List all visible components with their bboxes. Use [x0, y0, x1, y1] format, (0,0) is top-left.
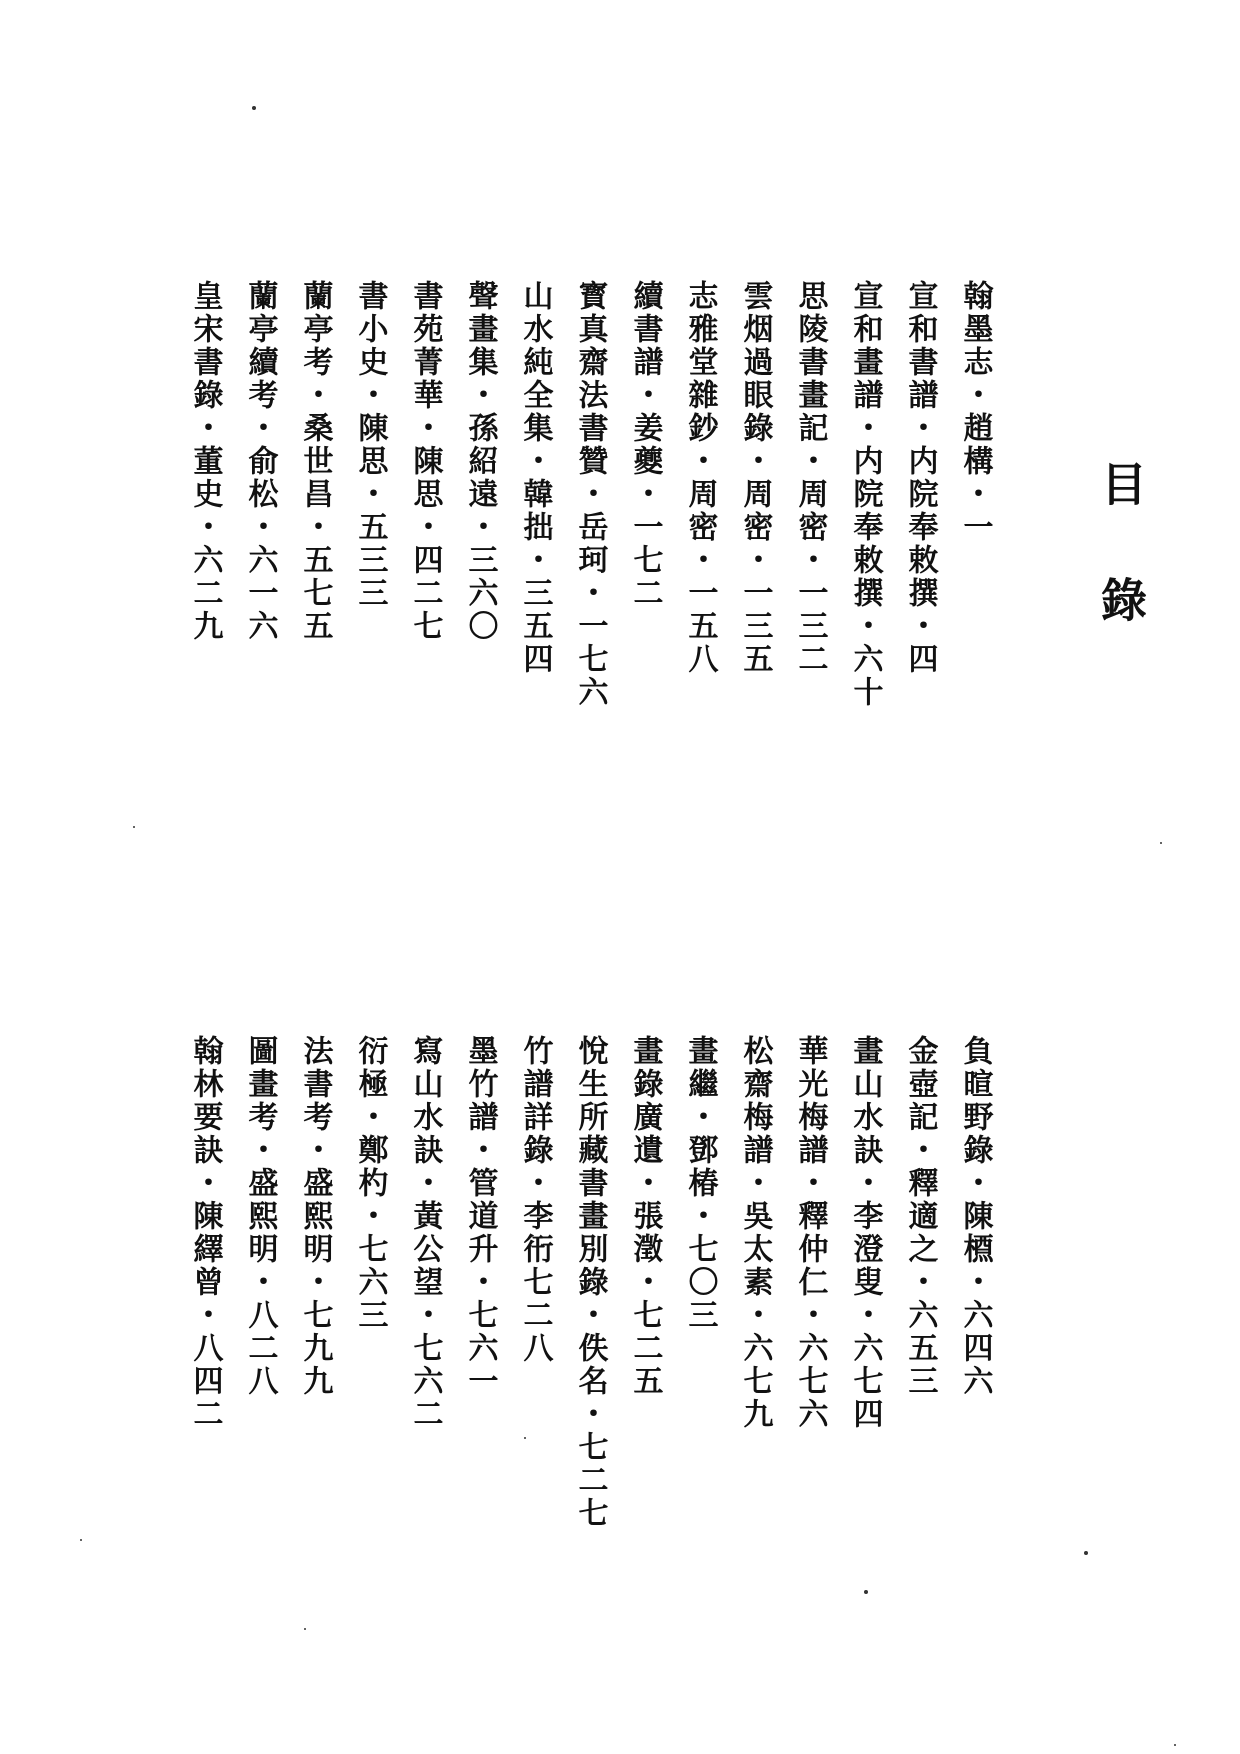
toc-entry: 金壺記・釋適之・六五三 [902, 1035, 938, 1398]
page-title: 目錄 [1094, 460, 1148, 692]
scan-speck [864, 1590, 868, 1594]
toc-entry: 衍極・鄭杓・七六三 [352, 1035, 388, 1332]
scan-speck [80, 1539, 82, 1541]
toc-top-section [177, 280, 1002, 710]
toc-entry: 宣和畫譜・内院奉敕撰・六十 [847, 280, 883, 709]
scan-speck [1084, 1551, 1088, 1555]
toc-entry: 宣和書譜・内院奉敕撰・四 [902, 280, 938, 676]
toc-entry: 圖畫考・盛熙明・八二八 [242, 1035, 278, 1398]
toc-entry: 畫山水訣・李澄叟・六七四 [847, 1035, 883, 1431]
toc-entry: 蘭亭續考・俞松・六一六 [242, 280, 278, 643]
toc-entry: 翰墨志・趙構・一 [957, 280, 993, 544]
toc-entry: 聲畫集・孫紹遠・三六〇 [462, 280, 498, 643]
toc-entry: 寫山水訣・黃公望・七六二 [407, 1035, 443, 1431]
scan-speck [252, 106, 256, 110]
scan-speck [304, 1628, 306, 1630]
toc-entry: 竹譜詳錄・李衎七二八 [517, 1035, 553, 1365]
toc-entry: 書小史・陳思・五三三 [352, 280, 388, 610]
toc-bottom-section [177, 1035, 1002, 1530]
scan-speck [1174, 1744, 1176, 1746]
toc-entry: 蘭亭考・桑世昌・五七五 [297, 280, 333, 643]
toc-entry: 思陵書畫記・周密・一三二 [792, 280, 828, 676]
toc-entry: 畫錄廣遺・張澂・七二五 [627, 1035, 663, 1398]
toc-entry: 續書譜・姜夔・一七二 [627, 280, 663, 610]
toc-entry: 寳真齋法書贊・岳珂・一七六 [572, 280, 608, 709]
scan-speck [524, 1437, 526, 1439]
toc-entry: 翰林要訣・陳繹曾・八四二 [187, 1035, 223, 1431]
toc-entry: 負暄野錄・陳槱・六四六 [957, 1035, 993, 1398]
toc-entry: 雲烟過眼錄・周密・一三五 [737, 280, 773, 676]
toc-entry: 志雅堂雜鈔・周密・一五八 [682, 280, 718, 676]
toc-entry: 畫繼・鄧椿・七〇三 [682, 1035, 718, 1332]
toc-entry: 書苑菁華・陳思・四二七 [407, 280, 443, 643]
toc-entry: 悅生所藏書畫別錄・佚名・七二七 [572, 1035, 608, 1530]
toc-entry: 墨竹譜・管道升・七六一 [462, 1035, 498, 1398]
toc-entry: 山水純全集・韓拙・三五四 [517, 280, 553, 676]
toc-entry: 華光梅譜・釋仲仁・六七六 [792, 1035, 828, 1431]
scan-speck [1160, 842, 1162, 844]
toc-entry: 松齋梅譜・吳太素・六七九 [737, 1035, 773, 1431]
toc-entry: 法書考・盛熙明・七九九 [297, 1035, 333, 1398]
scan-speck [133, 826, 135, 828]
toc-entry: 皇宋書錄・董史・六二九 [187, 280, 223, 643]
